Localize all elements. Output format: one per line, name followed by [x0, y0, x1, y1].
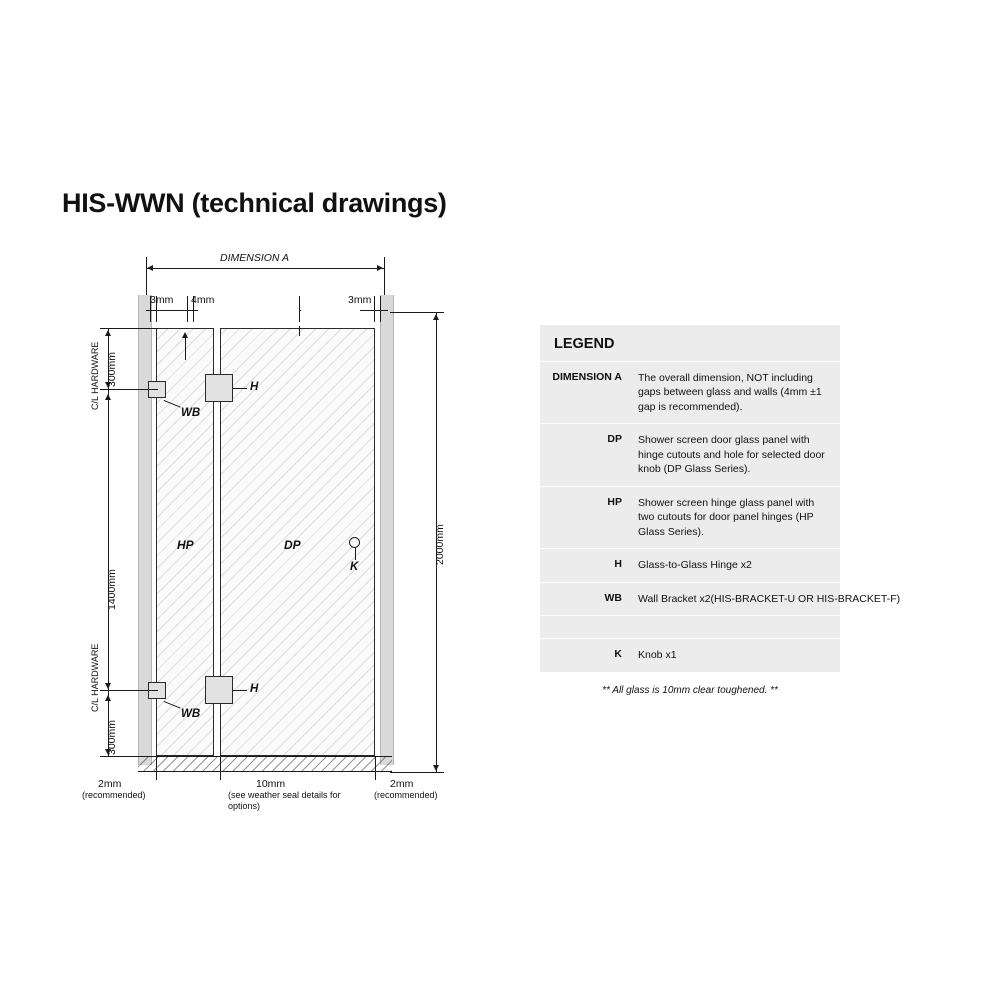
hardware-bottom-cl-label: C/L HARDWARE — [90, 643, 100, 712]
legend-key: DIMENSION A — [552, 371, 622, 383]
hp-top-marker-arrow — [182, 332, 188, 338]
legend-title: LEGEND — [540, 325, 840, 362]
gap-line-left — [146, 310, 198, 311]
dim-a-line — [146, 268, 384, 269]
hinge-top-leader — [233, 388, 247, 389]
gap-tick-5 — [299, 296, 300, 322]
legend-value: Knob x1 — [638, 649, 677, 662]
hardware-top-cl-label: C/L HARDWARE — [90, 341, 100, 410]
page-title: HIS-WWN (technical drawings) — [62, 188, 447, 218]
bottom-right-note: (recommended) — [374, 790, 438, 800]
left-dim-arrow-4 — [105, 683, 111, 689]
dp-center-tick — [299, 326, 300, 336]
right-dim-arrow-top — [433, 314, 439, 320]
panel-hp-label: HP — [177, 538, 194, 552]
knob-label: K — [350, 561, 359, 573]
legend-row — [540, 487, 840, 549]
legend-row — [540, 583, 901, 616]
bottom-center-note: (see weather seal details for options) — [228, 790, 341, 812]
overall-height-label: 2000mm — [434, 524, 446, 565]
hp-top-marker-line — [185, 336, 186, 360]
legend-row — [540, 549, 840, 582]
left-dim-arrow-5 — [105, 695, 111, 701]
gap-between-panels-label: 4mm — [191, 294, 215, 306]
right-dim-tick-top — [390, 312, 444, 313]
hardware-top-dim-label: 300mm — [106, 351, 118, 387]
legend-key — [540, 616, 630, 638]
dim-a-label: DIMENSION A — [220, 252, 290, 264]
middle-dim-label: 1400mm — [106, 569, 118, 610]
gap-tick-7 — [380, 296, 381, 322]
floor-bottom-line — [138, 771, 392, 772]
shower-screen-drawing — [60, 250, 530, 840]
legend-key: HP — [607, 495, 622, 508]
legend-key: H — [614, 558, 622, 571]
glass-hinge-bottom — [205, 676, 233, 704]
left-dim-arrow-3 — [105, 394, 111, 400]
legend-row — [540, 424, 840, 486]
bottom-center-gap-label: 10mm — [256, 778, 286, 790]
hardware-bottom-dim-label: 300mm — [106, 719, 118, 755]
legend-value — [630, 616, 840, 638]
right-dim-tick-bottom — [390, 772, 444, 773]
left-dim-arrow-1 — [105, 330, 111, 336]
dim-a-arrow-right — [377, 265, 383, 271]
left-dim-tick-hw-bottom — [100, 690, 158, 691]
legend-value: Shower screen hinge glass panel with two cutouts for door panel hinges (HP Glass Series). — [638, 496, 815, 538]
legend-value: Glass-to-Glass Hinge x2 — [638, 559, 752, 572]
bottom-tick-2 — [220, 756, 221, 780]
floor-hatch — [138, 757, 392, 771]
gap-line-mid — [299, 310, 301, 311]
right-dim-arrow-bottom — [433, 765, 439, 771]
bottom-tick-3 — [375, 756, 376, 780]
knob-leader — [355, 548, 356, 560]
gap-right-wall-label: 3mm — [348, 294, 372, 306]
bottom-right-gap-label: 2mm — [390, 778, 414, 790]
door-knob — [349, 537, 360, 548]
gap-left-wall-label: 3mm — [150, 294, 174, 306]
wall-right — [380, 295, 394, 765]
panel-dp-label: DP — [284, 538, 301, 552]
legend-key: WB — [604, 591, 622, 604]
hinge-bottom-leader — [233, 690, 247, 691]
legend-footnote: ** All glass is 10mm clear toughened. ** — [540, 673, 840, 706]
legend-key: K — [614, 648, 622, 661]
legend-value: Shower screen door glass panel with hinge cutouts and hole for selected door knob (DP Glass Series). — [638, 434, 825, 476]
legend-row-spacer — [540, 616, 840, 639]
bottom-left-gap-label: 2mm — [98, 778, 122, 790]
hinge-top-label: H — [250, 381, 259, 393]
legend-key: DP — [607, 433, 622, 446]
left-dim-tick-top — [100, 328, 158, 329]
legend-panel — [540, 325, 901, 706]
gap-tick-3 — [187, 296, 188, 322]
legend-value: The overall dimension, NOT including gaps between glass and walls (4mm ±1 gap is recommended). — [638, 372, 822, 413]
legend-row — [540, 639, 840, 672]
hinge-bottom-label: H — [250, 683, 259, 695]
bracket-top-label: WB — [181, 407, 201, 419]
gap-line-right — [360, 310, 388, 311]
left-dim-chain-line — [108, 328, 109, 756]
legend-row — [540, 362, 840, 424]
legend-value: Wall Bracket x2(HIS-BRACKET-U OR HIS-BRACKET-F) — [638, 592, 901, 605]
bracket-bottom-label: WB — [181, 708, 201, 720]
gap-tick-6 — [374, 296, 375, 322]
bottom-tick-1 — [156, 756, 157, 780]
glass-hinge-top — [205, 374, 233, 402]
dim-a-arrow-left — [147, 265, 153, 271]
bottom-left-note: (recommended) — [82, 790, 146, 800]
left-dim-tick-hw-top — [100, 389, 158, 390]
